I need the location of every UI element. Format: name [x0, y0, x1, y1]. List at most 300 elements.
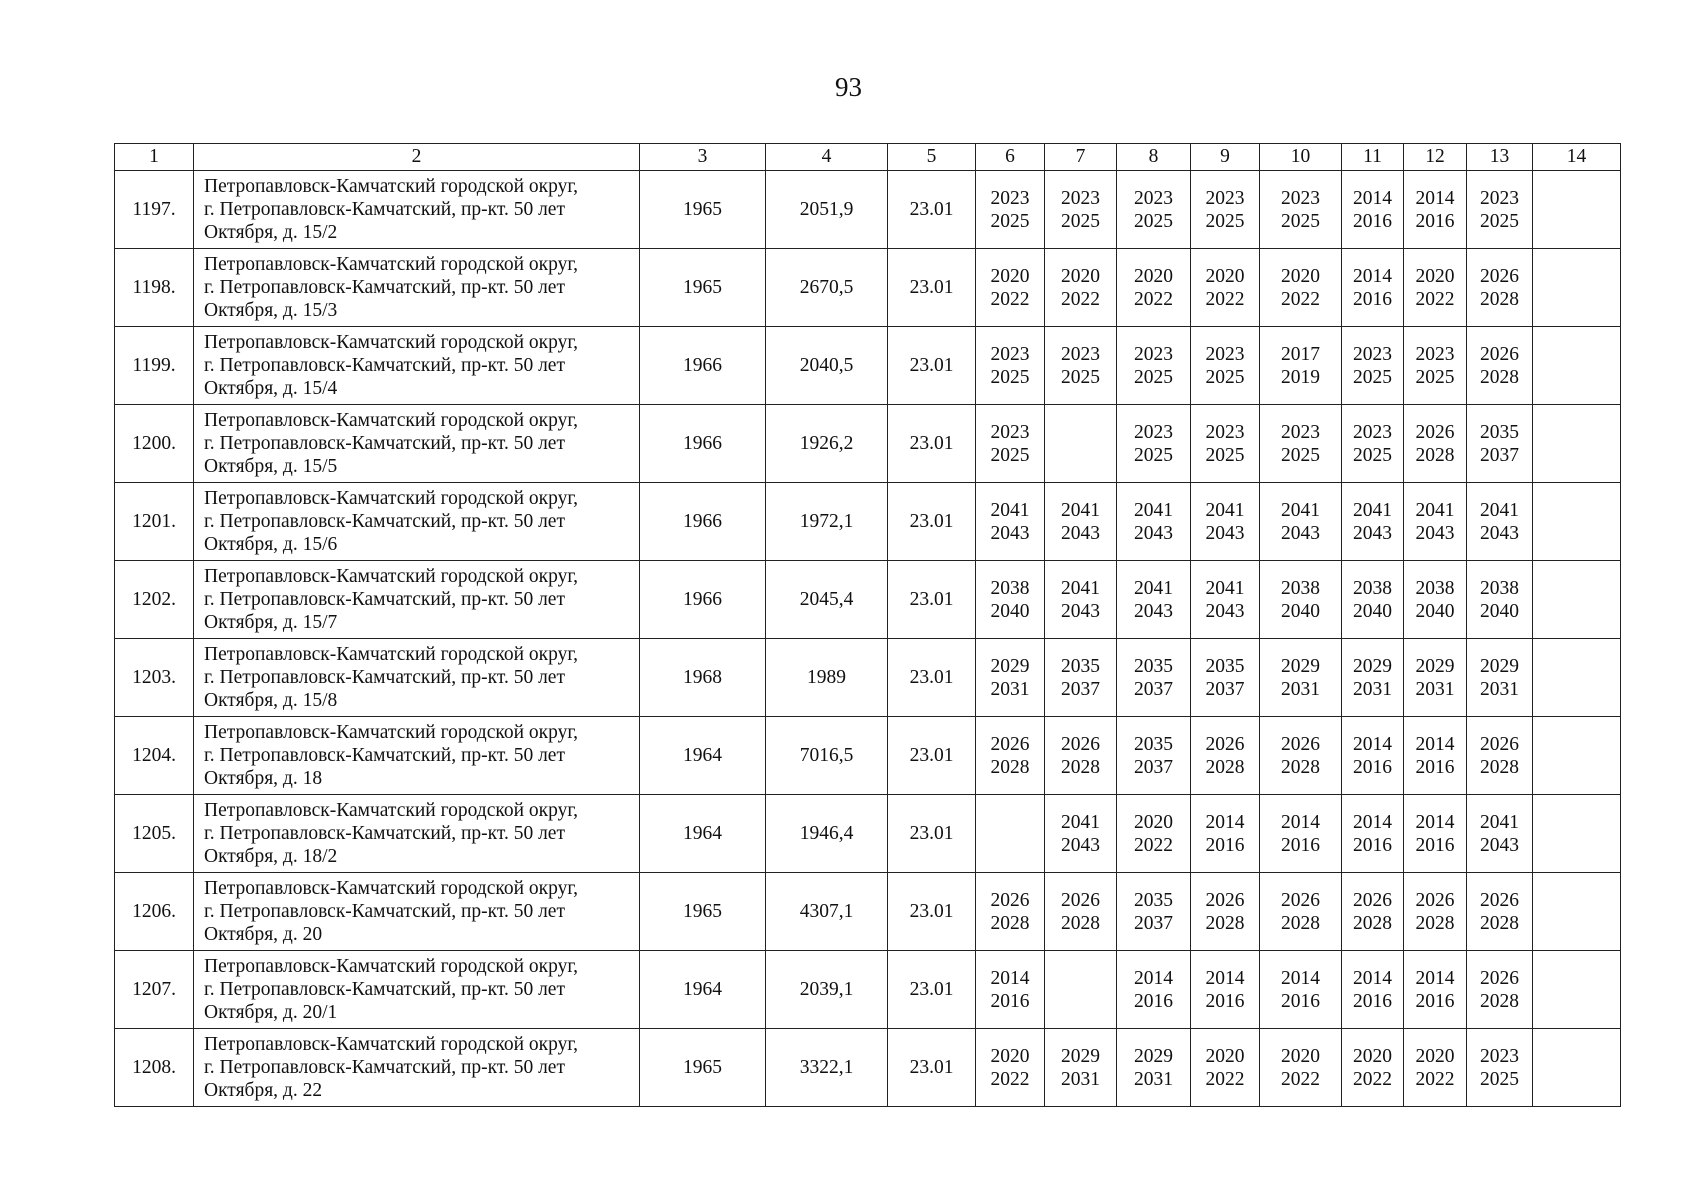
period-start-year: 2041 — [1480, 811, 1519, 833]
row-number: 1197. — [115, 171, 194, 249]
address-line: г. Петропавловск-Камчатский, пр-кт. 50 лет — [204, 901, 565, 922]
row-number: 1208. — [115, 1029, 194, 1107]
period-cell-col-11 — [1342, 795, 1404, 873]
period-end-year: 2043 — [1134, 600, 1173, 622]
period-start-year: 2014 — [1415, 187, 1455, 209]
period-start-year: 2041 — [1061, 811, 1100, 833]
period-cell-col-6 — [976, 873, 1045, 951]
period-end-year: 2040 — [1353, 600, 1392, 622]
period-start-year: 2023 — [1061, 187, 1100, 209]
period-end-year: 2028 — [990, 756, 1030, 778]
total-area: 3322,1 — [766, 1029, 888, 1107]
period-start-year: 2041 — [1061, 499, 1100, 521]
period-end-year: 2025 — [990, 366, 1030, 388]
period-start-year: 2017 — [1281, 343, 1320, 365]
column-header-13: 13 — [1467, 144, 1533, 171]
address-cell — [194, 483, 640, 561]
period-end-year: 2031 — [990, 678, 1030, 700]
registry-table — [114, 143, 1621, 1107]
period-start-year: 2038 — [1480, 577, 1519, 599]
period-start-year: 2023 — [1205, 187, 1245, 209]
period-cell-col-9 — [1191, 873, 1260, 951]
period-start-year: 2023 — [1281, 187, 1320, 209]
period-end-year: 2025 — [1353, 366, 1392, 388]
period-start-year: 2035 — [1134, 889, 1173, 911]
period-end-year: 2028 — [1480, 756, 1519, 778]
address-line: Петропавловск-Камчатский городской округ, — [204, 488, 579, 509]
period-start-year: 2026 — [1415, 889, 1455, 911]
period-cell-col-11 — [1342, 873, 1404, 951]
period-start-year: 2038 — [1281, 577, 1320, 599]
period-end-year: 2022 — [1353, 1068, 1392, 1090]
period-end-year: 2037 — [1205, 678, 1245, 700]
address-cell — [194, 405, 640, 483]
period-cell-col-13 — [1467, 717, 1533, 795]
total-area: 1946,4 — [766, 795, 888, 873]
column-header-5: 5 — [888, 144, 976, 171]
period-start-year: 2014 — [990, 967, 1030, 989]
period-end-year: 2040 — [990, 600, 1030, 622]
column-header-4: 4 — [766, 144, 888, 171]
period-end-year: 2028 — [1480, 288, 1519, 310]
period-start-year: 2014 — [1281, 967, 1320, 989]
code-cell: 23.01 — [888, 171, 976, 249]
total-area: 1972,1 — [766, 483, 888, 561]
period-start-year: 2020 — [1205, 1045, 1245, 1067]
period-end-year: 2022 — [1415, 1068, 1455, 1090]
period-end-year: 2016 — [1281, 990, 1320, 1012]
period-cell-col-10 — [1260, 1029, 1342, 1107]
period-end-year: 2025 — [1415, 366, 1455, 388]
period-start-year: 2041 — [1134, 577, 1173, 599]
period-cell-col-6 — [976, 327, 1045, 405]
period-end-year: 2025 — [1061, 210, 1100, 232]
address-line: Октября, д. 20 — [204, 924, 323, 945]
period-start-year: 2041 — [1134, 499, 1173, 521]
period-start-year: 2014 — [1205, 811, 1245, 833]
column-header-6: 6 — [976, 144, 1045, 171]
row-number: 1207. — [115, 951, 194, 1029]
period-start-year: 2023 — [1353, 343, 1392, 365]
address-line: г. Петропавловск-Камчатский, пр-кт. 50 лет — [204, 277, 565, 298]
period-cell-col-9 — [1191, 327, 1260, 405]
address-line: Петропавловск-Камчатский городской округ, — [204, 644, 579, 665]
period-end-year: 2031 — [1480, 678, 1519, 700]
period-cell-col-10 — [1260, 795, 1342, 873]
period-cell-col-8 — [1117, 561, 1191, 639]
period-cell-col-7 — [1045, 561, 1117, 639]
build-year: 1966 — [640, 405, 766, 483]
period-cell-col-13 — [1467, 483, 1533, 561]
period-cell-col-12 — [1404, 873, 1467, 951]
period-end-year: 2031 — [1415, 678, 1455, 700]
period-end-year: 2016 — [1415, 834, 1455, 856]
period-cell-col-9 — [1191, 639, 1260, 717]
period-cell-col-7 — [1045, 951, 1117, 1029]
period-cell-col-9 — [1191, 561, 1260, 639]
total-area: 2045,4 — [766, 561, 888, 639]
period-start-year: 2035 — [1205, 655, 1245, 677]
address-cell — [194, 249, 640, 327]
total-area: 2039,1 — [766, 951, 888, 1029]
table-row — [115, 327, 1621, 405]
address-line: Октября, д. 15/4 — [204, 378, 338, 399]
address-line: Петропавловск-Камчатский городской округ, — [204, 722, 579, 743]
period-end-year: 2028 — [990, 912, 1030, 934]
build-year: 1966 — [640, 561, 766, 639]
address-line: Петропавловск-Камчатский городской округ, — [204, 956, 579, 977]
period-end-year: 2037 — [1134, 756, 1173, 778]
period-cell-col-8 — [1117, 327, 1191, 405]
period-cell-col-6 — [976, 1029, 1045, 1107]
period-end-year: 2043 — [1061, 834, 1100, 856]
period-end-year: 2025 — [1205, 444, 1245, 466]
period-end-year: 2031 — [1134, 1068, 1173, 1090]
page-number: 93 — [835, 72, 862, 102]
period-cell-col-9 — [1191, 249, 1260, 327]
period-start-year: 2020 — [1205, 265, 1245, 287]
period-cell-col-14 — [1533, 639, 1621, 717]
period-end-year: 2025 — [1134, 444, 1173, 466]
address-line: Октября, д. 20/1 — [204, 1002, 338, 1023]
period-end-year: 2025 — [990, 210, 1030, 232]
period-start-year: 2035 — [1134, 655, 1173, 677]
period-end-year: 2028 — [1281, 912, 1320, 934]
period-start-year: 2026 — [1205, 733, 1245, 755]
period-cell-col-10 — [1260, 561, 1342, 639]
period-end-year: 2022 — [1281, 1068, 1320, 1090]
period-end-year: 2022 — [1415, 288, 1455, 310]
period-start-year: 2041 — [1353, 499, 1392, 521]
period-end-year: 2025 — [1480, 210, 1519, 232]
period-end-year: 2037 — [1061, 678, 1100, 700]
address-cell — [194, 327, 640, 405]
period-start-year: 2014 — [1353, 733, 1392, 755]
address-cell — [194, 1029, 640, 1107]
period-end-year: 2043 — [1061, 522, 1100, 544]
address-line: Октября, д. 18/2 — [204, 846, 338, 867]
period-cell-col-8 — [1117, 795, 1191, 873]
period-start-year: 2026 — [990, 889, 1030, 911]
period-cell-col-14 — [1533, 795, 1621, 873]
row-number: 1203. — [115, 639, 194, 717]
period-end-year: 2043 — [1205, 600, 1245, 622]
period-cell-col-11 — [1342, 561, 1404, 639]
row-number: 1205. — [115, 795, 194, 873]
period-cell-col-10 — [1260, 405, 1342, 483]
address-line: г. Петропавловск-Камчатский, пр-кт. 50 лет — [204, 589, 565, 610]
period-cell-col-10 — [1260, 951, 1342, 1029]
address-cell — [194, 171, 640, 249]
address-line: Петропавловск-Камчатский городской округ, — [204, 800, 579, 821]
period-cell-col-9 — [1191, 1029, 1260, 1107]
period-cell-col-7 — [1045, 327, 1117, 405]
address-line: Октября, д. 18 — [204, 768, 323, 789]
period-end-year: 2028 — [1480, 990, 1519, 1012]
period-start-year: 2035 — [1134, 733, 1173, 755]
period-cell-col-7 — [1045, 483, 1117, 561]
period-cell-col-8 — [1117, 951, 1191, 1029]
period-cell-col-12 — [1404, 1029, 1467, 1107]
address-line: Петропавловск-Камчатский городской округ, — [204, 332, 579, 353]
code-cell: 23.01 — [888, 327, 976, 405]
period-cell-col-6 — [976, 405, 1045, 483]
period-end-year: 2022 — [1061, 288, 1100, 310]
period-cell-col-11 — [1342, 405, 1404, 483]
period-start-year: 2014 — [1353, 811, 1392, 833]
period-start-year: 2020 — [1061, 265, 1100, 287]
period-cell-col-11 — [1342, 639, 1404, 717]
period-cell-col-8 — [1117, 717, 1191, 795]
period-cell-col-11 — [1342, 717, 1404, 795]
period-cell-col-13 — [1467, 1029, 1533, 1107]
period-cell-col-12 — [1404, 795, 1467, 873]
period-end-year: 2025 — [1281, 444, 1320, 466]
period-start-year: 2041 — [1415, 499, 1455, 521]
code-cell: 23.01 — [888, 873, 976, 951]
period-end-year: 2022 — [1281, 288, 1320, 310]
period-end-year: 2025 — [1134, 210, 1173, 232]
period-end-year: 2016 — [1353, 288, 1392, 310]
address-line: Петропавловск-Камчатский городской округ, — [204, 1034, 579, 1055]
period-start-year: 2020 — [1353, 1045, 1392, 1067]
period-cell-col-14 — [1533, 249, 1621, 327]
period-end-year: 2028 — [1480, 912, 1519, 934]
period-end-year: 2025 — [1205, 366, 1245, 388]
total-area: 1926,2 — [766, 405, 888, 483]
total-area: 2051,9 — [766, 171, 888, 249]
address-line: Октября, д. 15/3 — [204, 300, 338, 321]
column-header-11: 11 — [1342, 144, 1404, 171]
period-cell-col-7 — [1045, 717, 1117, 795]
period-cell-col-12 — [1404, 717, 1467, 795]
header-row — [115, 144, 1621, 171]
period-cell-col-8 — [1117, 405, 1191, 483]
address-line: г. Петропавловск-Камчатский, пр-кт. 50 лет — [204, 667, 565, 688]
period-end-year: 2025 — [1134, 366, 1173, 388]
period-cell-col-13 — [1467, 561, 1533, 639]
table-row — [115, 795, 1621, 873]
period-end-year: 2037 — [1134, 678, 1173, 700]
period-start-year: 2041 — [990, 499, 1030, 521]
period-start-year: 2041 — [1281, 499, 1320, 521]
period-end-year: 2016 — [1205, 834, 1245, 856]
period-end-year: 2016 — [1353, 756, 1392, 778]
period-cell-col-11 — [1342, 171, 1404, 249]
period-cell-col-12 — [1404, 327, 1467, 405]
row-number: 1204. — [115, 717, 194, 795]
period-end-year: 2025 — [990, 444, 1030, 466]
period-end-year: 2016 — [1281, 834, 1320, 856]
table-row — [115, 405, 1621, 483]
period-start-year: 2026 — [1281, 733, 1320, 755]
period-cell-col-7 — [1045, 405, 1117, 483]
period-start-year: 2026 — [1415, 421, 1455, 443]
period-start-year: 2026 — [1480, 889, 1519, 911]
period-cell-col-11 — [1342, 1029, 1404, 1107]
table-body — [115, 171, 1621, 1107]
address-line: Петропавловск-Камчатский городской округ, — [204, 254, 579, 275]
period-start-year: 2020 — [990, 265, 1030, 287]
period-start-year: 2023 — [990, 421, 1030, 443]
period-start-year: 2026 — [1061, 889, 1100, 911]
period-end-year: 2019 — [1281, 366, 1320, 388]
period-cell-col-8 — [1117, 873, 1191, 951]
period-end-year: 2031 — [1353, 678, 1392, 700]
period-end-year: 2043 — [1205, 522, 1245, 544]
period-cell-col-9 — [1191, 951, 1260, 1029]
period-start-year: 2029 — [1134, 1045, 1173, 1067]
period-end-year: 2031 — [1281, 678, 1320, 700]
period-start-year: 2020 — [1281, 265, 1320, 287]
period-cell-col-10 — [1260, 873, 1342, 951]
code-cell: 23.01 — [888, 1029, 976, 1107]
period-start-year: 2023 — [1353, 421, 1392, 443]
column-header-2: 2 — [194, 144, 640, 171]
period-cell-col-10 — [1260, 717, 1342, 795]
code-cell: 23.01 — [888, 249, 976, 327]
address-line: Петропавловск-Камчатский городской округ, — [204, 878, 579, 899]
period-end-year: 2043 — [1480, 522, 1519, 544]
build-year: 1965 — [640, 873, 766, 951]
period-cell-col-11 — [1342, 249, 1404, 327]
period-end-year: 2040 — [1480, 600, 1519, 622]
period-end-year: 2016 — [1415, 756, 1455, 778]
period-start-year: 2038 — [1353, 577, 1392, 599]
period-end-year: 2025 — [1353, 444, 1392, 466]
period-cell-col-6 — [976, 249, 1045, 327]
period-start-year: 2026 — [1061, 733, 1100, 755]
period-start-year: 2026 — [1480, 967, 1519, 989]
period-cell-col-9 — [1191, 483, 1260, 561]
period-start-year: 2026 — [1480, 733, 1519, 755]
period-cell-col-6 — [976, 951, 1045, 1029]
period-cell-col-13 — [1467, 327, 1533, 405]
table-row — [115, 561, 1621, 639]
code-cell: 23.01 — [888, 405, 976, 483]
period-end-year: 2043 — [1134, 522, 1173, 544]
row-number: 1202. — [115, 561, 194, 639]
row-number: 1201. — [115, 483, 194, 561]
table-row — [115, 1029, 1621, 1107]
period-end-year: 2022 — [1205, 288, 1245, 310]
code-cell: 23.01 — [888, 951, 976, 1029]
period-start-year: 2026 — [1480, 343, 1519, 365]
total-area: 7016,5 — [766, 717, 888, 795]
build-year: 1965 — [640, 249, 766, 327]
period-start-year: 2041 — [1205, 577, 1245, 599]
address-line: Октября, д. 15/2 — [204, 222, 338, 243]
period-end-year: 2028 — [1205, 912, 1245, 934]
code-cell: 23.01 — [888, 717, 976, 795]
build-year: 1966 — [640, 483, 766, 561]
period-start-year: 2020 — [1415, 1045, 1455, 1067]
period-end-year: 2028 — [1415, 912, 1455, 934]
period-cell-col-13 — [1467, 405, 1533, 483]
period-cell-col-14 — [1533, 717, 1621, 795]
period-cell-col-9 — [1191, 795, 1260, 873]
address-line: г. Петропавловск-Камчатский, пр-кт. 50 лет — [204, 745, 565, 766]
period-cell-col-12 — [1404, 405, 1467, 483]
period-end-year: 2022 — [990, 1068, 1030, 1090]
period-start-year: 2023 — [1134, 421, 1173, 443]
table-row — [115, 639, 1621, 717]
table-row — [115, 873, 1621, 951]
period-start-year: 2026 — [1205, 889, 1245, 911]
period-end-year: 2025 — [1281, 210, 1320, 232]
address-line: г. Петропавловск-Камчатский, пр-кт. 50 лет — [204, 199, 565, 220]
period-start-year: 2026 — [1281, 889, 1320, 911]
period-cell-col-13 — [1467, 951, 1533, 1029]
period-start-year: 2014 — [1353, 187, 1392, 209]
period-cell-col-6 — [976, 639, 1045, 717]
total-area: 2670,5 — [766, 249, 888, 327]
period-start-year: 2035 — [1061, 655, 1100, 677]
period-cell-col-14 — [1533, 483, 1621, 561]
period-cell-col-8 — [1117, 639, 1191, 717]
table-row — [115, 483, 1621, 561]
period-cell-col-13 — [1467, 639, 1533, 717]
row-number: 1206. — [115, 873, 194, 951]
period-start-year: 2029 — [1353, 655, 1392, 677]
period-start-year: 2026 — [1480, 265, 1519, 287]
period-start-year: 2023 — [1205, 421, 1245, 443]
period-cell-col-7 — [1045, 1029, 1117, 1107]
period-cell-col-12 — [1404, 483, 1467, 561]
row-number: 1200. — [115, 405, 194, 483]
period-start-year: 2038 — [990, 577, 1030, 599]
period-cell-col-10 — [1260, 249, 1342, 327]
period-cell-col-13 — [1467, 249, 1533, 327]
address-cell — [194, 951, 640, 1029]
period-cell-col-7 — [1045, 795, 1117, 873]
period-start-year: 2020 — [1415, 265, 1455, 287]
period-start-year: 2023 — [1415, 343, 1455, 365]
period-end-year: 2016 — [1415, 210, 1455, 232]
period-end-year: 2028 — [1281, 756, 1320, 778]
period-cell-col-8 — [1117, 249, 1191, 327]
period-cell-col-12 — [1404, 639, 1467, 717]
period-cell-col-14 — [1533, 873, 1621, 951]
period-end-year: 2016 — [990, 990, 1030, 1012]
period-start-year: 2029 — [1281, 655, 1320, 677]
period-cell-col-12 — [1404, 171, 1467, 249]
period-cell-col-10 — [1260, 639, 1342, 717]
address-cell — [194, 639, 640, 717]
total-area: 2040,5 — [766, 327, 888, 405]
period-cell-col-6 — [976, 561, 1045, 639]
period-cell-col-8 — [1117, 1029, 1191, 1107]
period-cell-col-7 — [1045, 639, 1117, 717]
build-year: 1968 — [640, 639, 766, 717]
address-line: г. Петропавловск-Камчатский, пр-кт. 50 лет — [204, 355, 565, 376]
address-line: Октября, д. 15/8 — [204, 690, 338, 711]
period-start-year: 2026 — [1353, 889, 1392, 911]
period-start-year: 2014 — [1415, 967, 1455, 989]
period-end-year: 2016 — [1205, 990, 1245, 1012]
period-start-year: 2020 — [1281, 1045, 1320, 1067]
period-cell-col-12 — [1404, 249, 1467, 327]
code-cell: 23.01 — [888, 795, 976, 873]
address-cell — [194, 873, 640, 951]
period-cell-col-14 — [1533, 1029, 1621, 1107]
period-end-year: 2028 — [1415, 444, 1455, 466]
period-cell-col-9 — [1191, 717, 1260, 795]
table-row — [115, 951, 1621, 1029]
period-cell-col-13 — [1467, 873, 1533, 951]
address-line: Петропавловск-Камчатский городской округ, — [204, 176, 579, 197]
period-cell-col-13 — [1467, 171, 1533, 249]
